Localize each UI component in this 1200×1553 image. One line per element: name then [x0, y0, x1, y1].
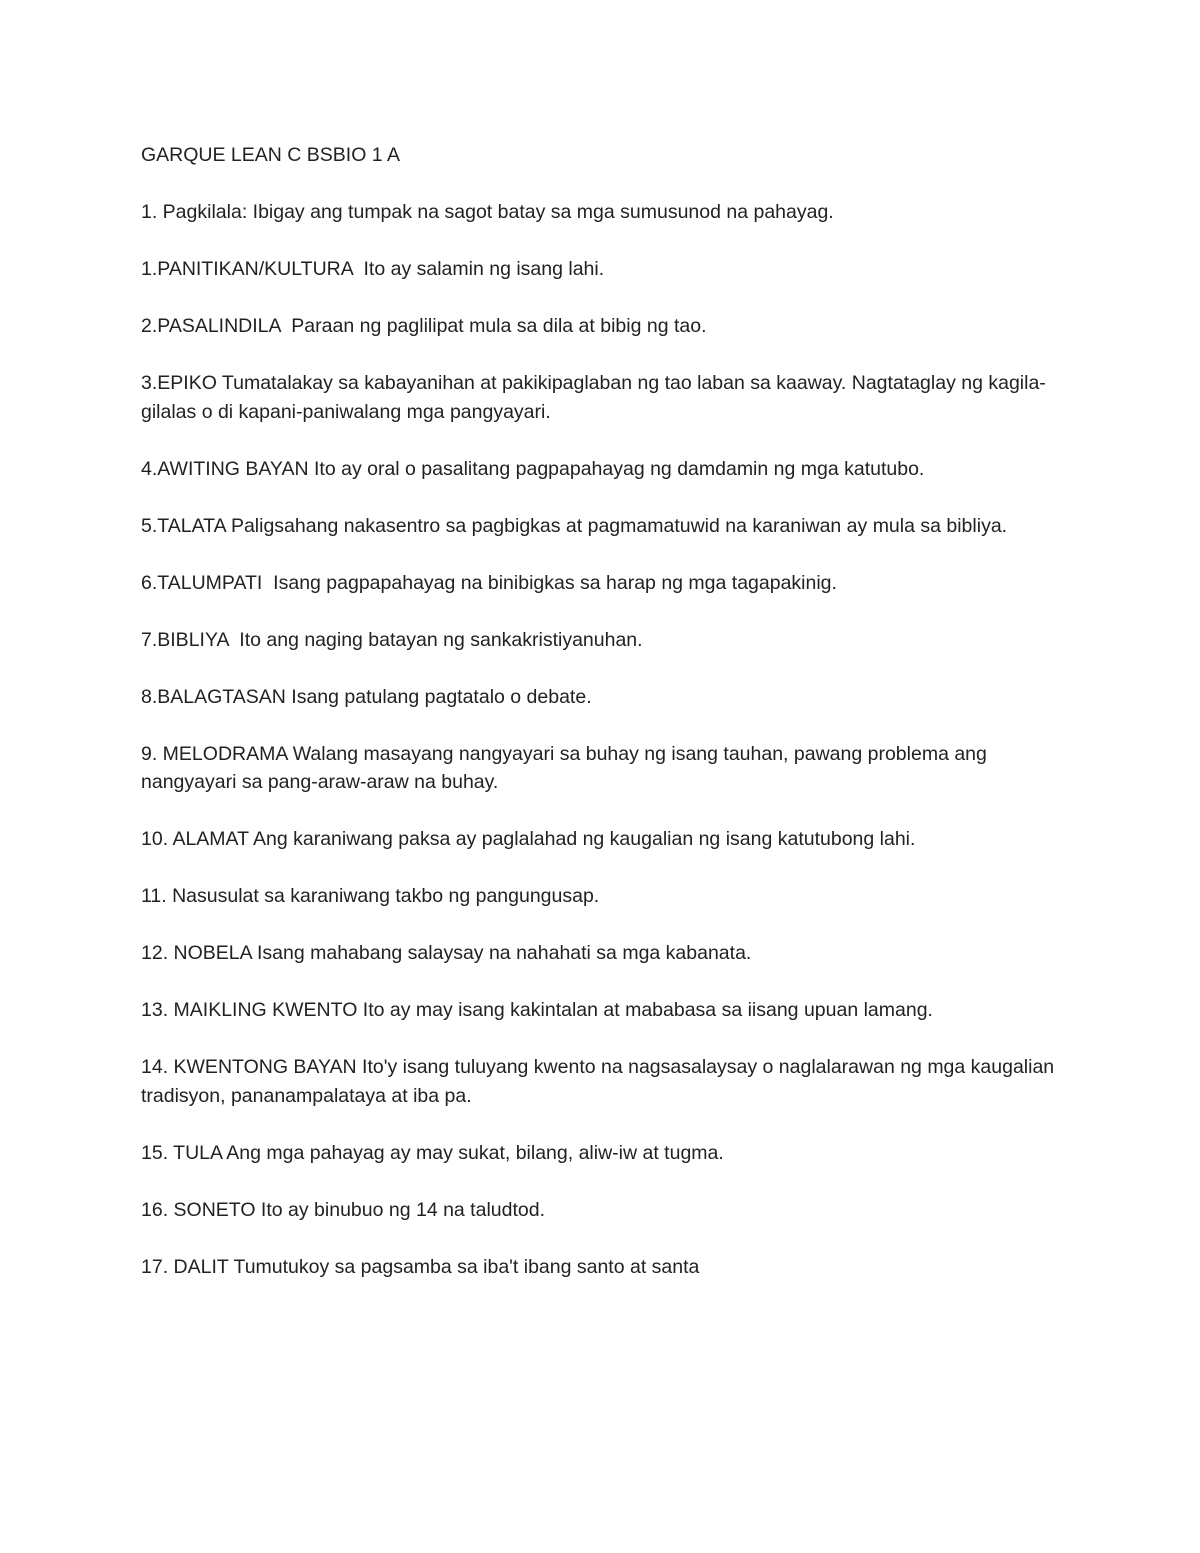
- list-item: 16. SONETO Ito ay binubuo ng 14 na taludtod.: [141, 1198, 545, 1221]
- instruction-text: 1. Pagkilala: Ibigay ang tumpak na sagot batay sa mga sumusunod na pahayag.: [141, 201, 834, 223]
- list-item: 13. MAIKLING KWENTO Ito ay may isang kakintalan at mababasa sa iisang upuan lamang.: [141, 999, 933, 1021]
- list-item: 11. Nasusulat sa karaniwang takbo ng pangungusap.: [141, 885, 600, 907]
- list-item: 2.PASALINDILA Paraan ng paglilipat mula sa dila at bibig ng tao.: [141, 315, 707, 337]
- list-item: 12. NOBELA Isang mahabang salaysay na nahahati sa mga kabanata.: [141, 942, 752, 964]
- document-heading: GARQUE LEAN C BSBIO 1 A: [141, 144, 401, 166]
- list-item: 9. MELODRAMA Walang masayang nangyayari sa buhay ng isang tauhan, pawang problema ang nangyayari sa pang-araw-araw na buhay.: [141, 742, 993, 793]
- list-item: 15. TULA Ang mga pahayag ay may sukat, bilang, aliw-iw at tugma.: [141, 1141, 724, 1164]
- list-item: 6.TALUMPATI Isang pagpapahayag na binibigkas sa harap ng mga tagapakinig.: [141, 571, 837, 594]
- list-item: 3.EPIKO Tumatalakay sa kabayanihan at pakikipaglaban ng tao laban sa kaaway. Nagtataglay ng kagila-gilalas o di kapani-paniwalang mga pangyayari.: [141, 372, 1046, 423]
- list-item: 14. KWENTONG BAYAN Ito'y isang tuluyang kwento na nagsasalaysay o naglalarawan ng mga kaugalian tradisyon, pananampalataya at iba pa.: [141, 1056, 1055, 1107]
- list-item: 17. DALIT Tumutukoy sa pagsamba sa iba't ibang santo at santa: [141, 1255, 700, 1278]
- list-item: 7.BIBLIYA Ito ang naging batayan ng sankakristiyanuhan.: [141, 628, 643, 651]
- list-item: 4.AWITING BAYAN Ito ay oral o pasalitang pagpapahayag ng damdamin ng mga katutubo.: [141, 457, 925, 480]
- list-item: 5.TALATA Paligsahang nakasentro sa pagbigkas at pagmamatuwid na karaniwan ay mula sa bibliya.: [141, 514, 1008, 537]
- list-item: 10. ALAMAT Ang karaniwang paksa ay paglalahad ng kaugalian ng isang katutubong lahi.: [141, 828, 916, 850]
- list-item: 8.BALAGTASAN Isang patulang pagtatalo o debate.: [141, 685, 592, 708]
- list-item: 1.PANITIKAN/KULTURA Ito ay salamin ng isang lahi.: [141, 258, 605, 280]
- document-body: [141, 141, 1071, 1281]
